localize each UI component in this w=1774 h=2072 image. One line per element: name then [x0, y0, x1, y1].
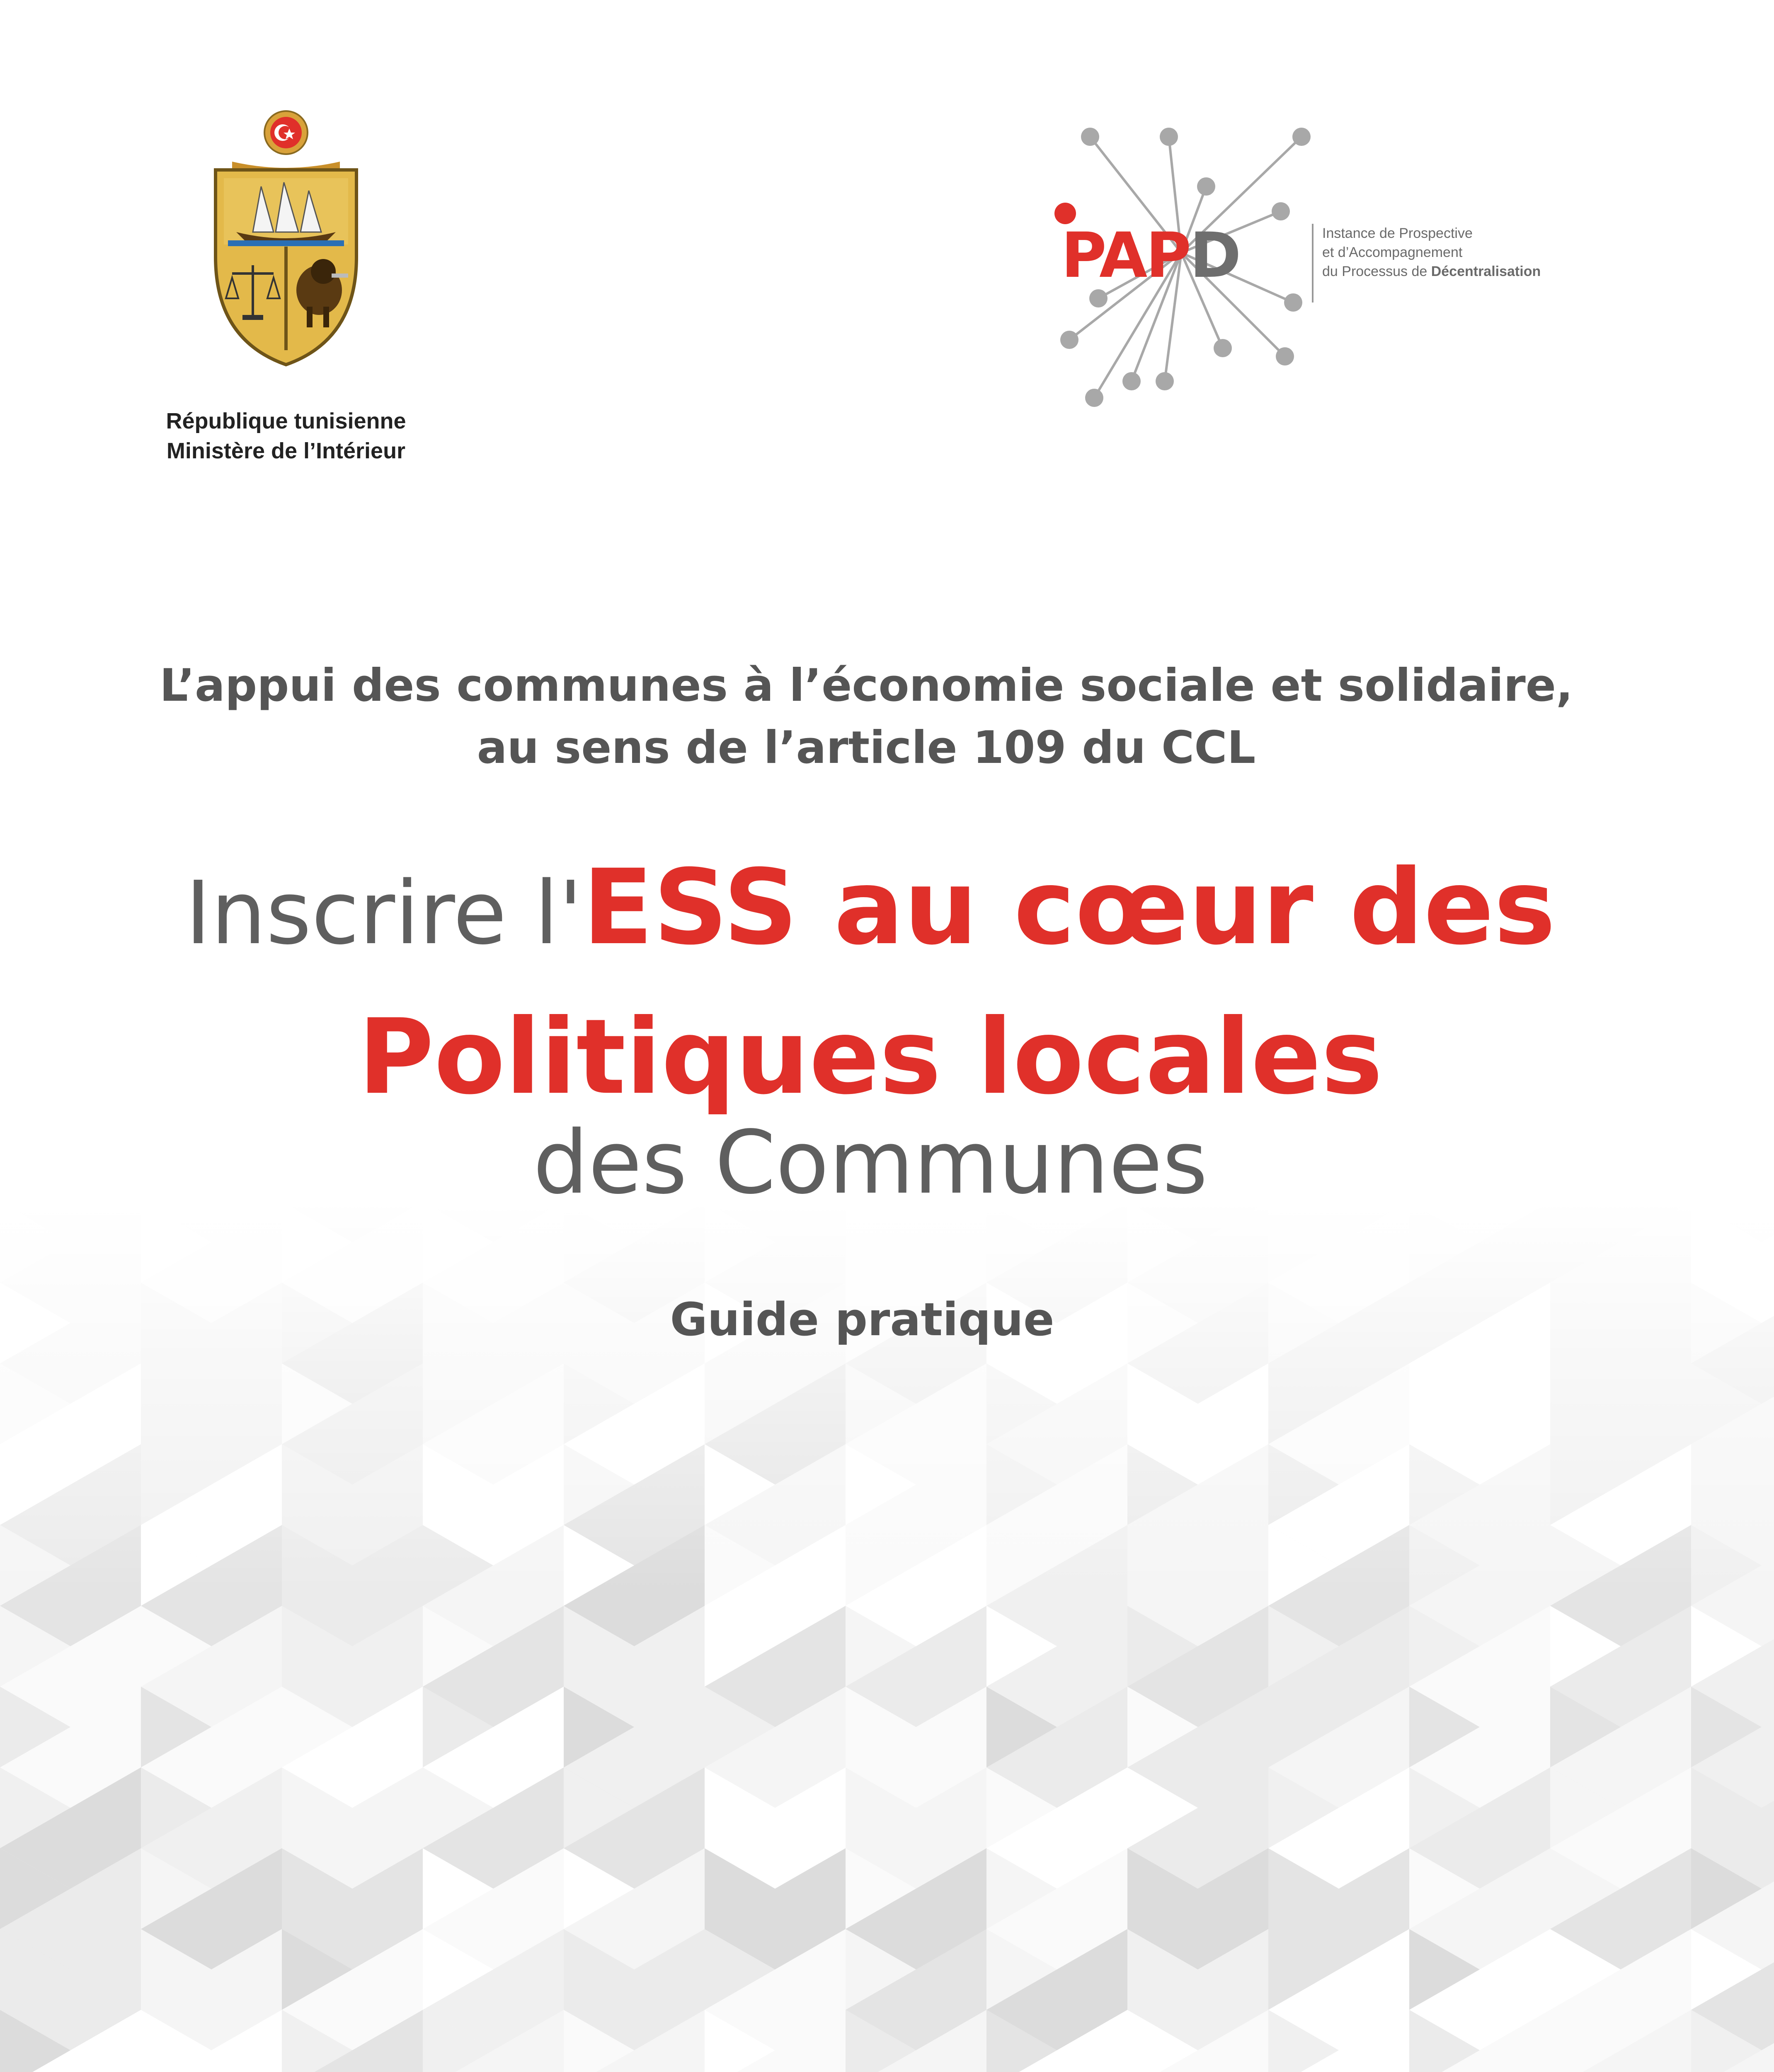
papd-description	[1322, 224, 1596, 281]
papd-desc-line-2: et d’Accompagnement	[1322, 244, 1463, 260]
main-title-part-2: ESS au cœur des	[582, 847, 1556, 968]
main-title-line-2: Politiques locales	[358, 997, 1383, 1117]
papd-wordmark-d: D	[1190, 220, 1240, 292]
main-title-line-1	[62, 847, 1679, 999]
guide-label: Guide pratique	[670, 1293, 1054, 1346]
ministry-line-2: Ministère de l’Intérieur	[166, 438, 406, 463]
ministry-line-1: République tunisienne	[166, 409, 406, 433]
tunisia-coat-of-arms-icon	[191, 108, 381, 373]
cover-subtitle	[83, 655, 1650, 779]
main-title-part-1: Inscrire l'	[185, 862, 583, 964]
cover-subtitle-line-1: L’appui des communes à l’économie sociale et solidaire,	[159, 660, 1573, 712]
papd-wordmark-pap: PAP	[1061, 220, 1190, 292]
papd-desc-line-3-prefix: du Processus de	[1322, 264, 1431, 279]
papd-desc-line-1: Instance de Prospective	[1322, 225, 1473, 241]
cover-subtitle-line-2: au sens de l’article 109 du CCL	[477, 722, 1256, 774]
papd-desc-line-3-bold: Décentralisation	[1431, 264, 1541, 279]
cover-main-title	[62, 847, 1679, 1213]
ministry-label	[124, 406, 448, 466]
papd-desc-line-3	[1322, 262, 1596, 281]
main-title-line-3: des Communes	[533, 1112, 1208, 1213]
papd-divider	[1312, 224, 1314, 303]
papd-wordmark	[1061, 220, 1240, 292]
